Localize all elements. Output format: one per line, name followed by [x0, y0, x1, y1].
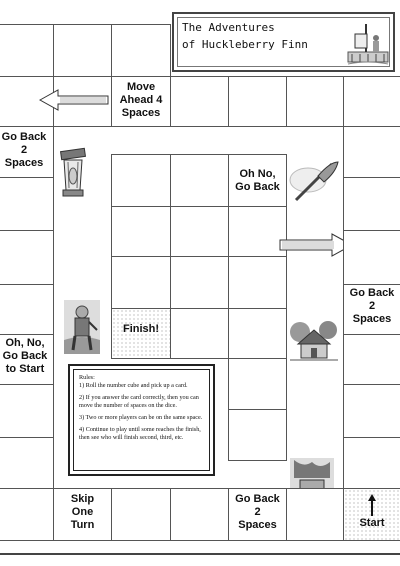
board-space[interactable] [343, 230, 400, 285]
board-space[interactable] [111, 24, 171, 77]
board-space[interactable] [170, 206, 229, 257]
rule-item: 3) Two or more players can be on the same space. [79, 414, 203, 421]
go-back-2-right-label: Go Back 2 Spaces [349, 287, 395, 325]
board-space[interactable] [228, 76, 287, 127]
arrow-left-icon [38, 88, 110, 112]
rule-item: 4) Continue to play until some reaches the finish, then see who will finish second, third, etc. [79, 426, 201, 441]
board-space[interactable] [0, 384, 54, 438]
board-space[interactable] [343, 334, 400, 385]
rules-heading: Rules: [79, 374, 95, 381]
board-space[interactable] [228, 308, 287, 359]
board-space[interactable] [228, 409, 287, 461]
board-space[interactable] [343, 126, 400, 178]
board-space[interactable] [111, 154, 171, 207]
house-picture [288, 318, 340, 362]
rules-panel [68, 364, 215, 476]
board-space[interactable] [53, 24, 112, 77]
oh-no-label: Oh No, Go Back [235, 168, 280, 193]
arrow-up-icon [367, 493, 377, 517]
board-space[interactable] [286, 488, 344, 541]
skip-turn-label: Skip One Turn [70, 493, 95, 531]
board-space[interactable] [343, 177, 400, 231]
rule-item: 2) If you answer the card correctly, then you can move the number of spaces on the dice. [79, 394, 199, 409]
board-space[interactable] [0, 24, 54, 77]
board-space[interactable] [228, 256, 287, 309]
board-space[interactable] [111, 488, 171, 541]
board-space[interactable] [343, 437, 400, 489]
start-label: Start [359, 517, 385, 529]
bottom-border [0, 553, 400, 555]
paddle-icon [288, 158, 340, 204]
board-space[interactable] [228, 358, 287, 410]
board-space[interactable] [343, 384, 400, 438]
go-back-2-label: Go Back 2 Spaces [1, 131, 47, 169]
finish-label: Finish! [122, 323, 160, 335]
title-panel [172, 12, 395, 72]
board-space[interactable] [170, 488, 229, 541]
board-space[interactable] [286, 76, 344, 127]
move-ahead-label: Move Ahead 4 Spaces [119, 81, 163, 119]
rule-item: 1) Roll the number cube and pick up a card. [79, 382, 188, 389]
rules-frame [73, 369, 210, 471]
board-space[interactable] [111, 256, 171, 309]
board-space[interactable] [111, 206, 171, 257]
board-space[interactable] [0, 177, 54, 231]
board-space[interactable] [0, 488, 54, 541]
board-space[interactable] [0, 230, 54, 285]
board-space[interactable] [170, 76, 229, 127]
board-space[interactable] [343, 76, 400, 127]
title-line-1: The Adventures [182, 21, 275, 34]
board-space[interactable] [170, 256, 229, 309]
board-space[interactable] [0, 284, 54, 335]
title-line-2: of Huckleberry Finn [182, 38, 308, 51]
oh-no-start-label: Oh, No, Go Back to Start [2, 337, 48, 375]
go-back-2-bottom-label: Go Back 2 Spaces [235, 493, 280, 531]
person-picture [64, 300, 100, 354]
board-space[interactable] [0, 437, 54, 489]
board-space[interactable] [170, 308, 229, 359]
board-space[interactable] [170, 154, 229, 207]
lantern-icon [58, 146, 88, 200]
raft-picture [346, 20, 390, 66]
game-title [182, 19, 308, 53]
